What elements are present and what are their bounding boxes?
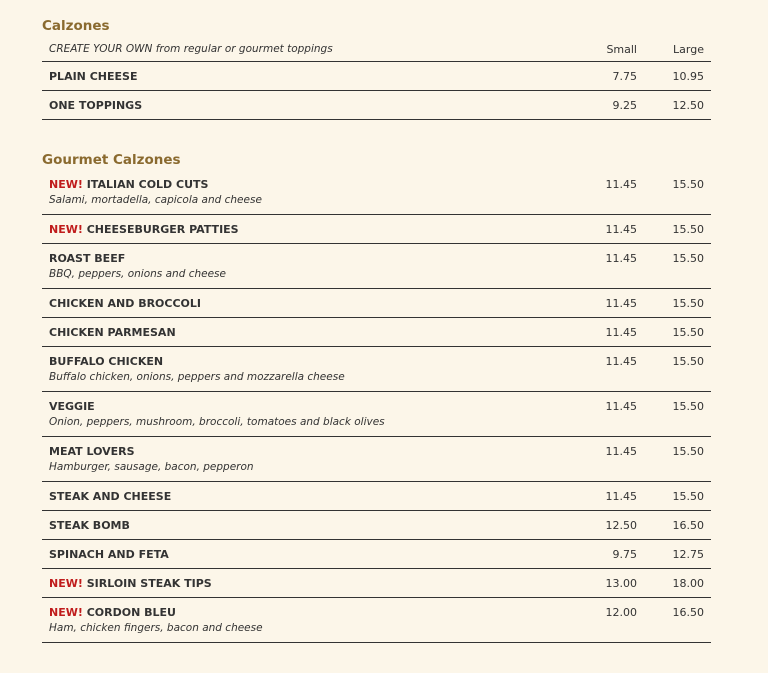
item-name-wrap xyxy=(49,252,125,265)
menu-item-row xyxy=(42,540,711,569)
section-title-gourmet-calzones: Gourmet Calzones xyxy=(42,152,181,168)
price-small: 11.45 xyxy=(605,178,637,191)
item-name: CHEESEBURGER PATTIES xyxy=(86,223,239,236)
price-small: 12.00 xyxy=(605,606,637,619)
item-name-wrap xyxy=(49,400,95,413)
item-name-wrap xyxy=(49,577,212,590)
large-column-header: Large xyxy=(673,43,704,56)
item-name-wrap xyxy=(49,355,163,368)
menu-item-row xyxy=(42,511,711,540)
item-name-wrap xyxy=(49,519,130,532)
item-name: VEGGIE xyxy=(49,400,95,413)
price-large: 15.50 xyxy=(672,355,704,368)
new-badge: NEW! xyxy=(49,606,83,619)
price-small: 13.00 xyxy=(605,577,637,590)
menu-item-row xyxy=(42,215,711,244)
new-badge: NEW! xyxy=(49,577,83,590)
price-small: 11.45 xyxy=(605,326,637,339)
price-large: 15.50 xyxy=(672,223,704,236)
calzones-header-row xyxy=(42,36,711,62)
item-description: Salami, mortadella, capicola and cheese xyxy=(49,194,262,206)
item-name-wrap xyxy=(49,223,239,236)
price-large: 15.50 xyxy=(672,445,704,458)
item-name: CHICKEN PARMESAN xyxy=(49,326,176,339)
price-large: 15.50 xyxy=(672,326,704,339)
create-your-own-note: CREATE YOUR OWN from regular or gourmet toppings xyxy=(49,43,333,55)
item-name: PLAIN CHEESE xyxy=(49,70,138,83)
price-small: 11.45 xyxy=(605,223,637,236)
item-name-wrap xyxy=(49,326,176,339)
new-badge: NEW! xyxy=(49,223,83,236)
menu-item-row xyxy=(42,482,711,511)
price-large: 12.75 xyxy=(672,548,704,561)
item-name: STEAK AND CHEESE xyxy=(49,490,172,503)
price-large: 15.50 xyxy=(672,252,704,265)
item-name: STEAK BOMB xyxy=(49,519,130,532)
price-small: 11.45 xyxy=(605,445,637,458)
item-name: SPINACH AND FETA xyxy=(49,548,169,561)
menu-item-row xyxy=(42,244,711,289)
menu-item-row xyxy=(42,569,711,598)
item-name-wrap xyxy=(49,606,176,619)
item-name: SIRLOIN STEAK TIPS xyxy=(86,577,212,590)
item-description: Hamburger, sausage, bacon, pepperon xyxy=(49,461,254,473)
item-name-wrap xyxy=(49,548,169,561)
price-small: 7.75 xyxy=(612,70,637,83)
new-badge: NEW! xyxy=(49,178,83,191)
price-large: 12.50 xyxy=(672,99,704,112)
menu-item-row xyxy=(42,170,711,215)
price-large: 15.50 xyxy=(672,178,704,191)
menu-item-row xyxy=(42,437,711,482)
menu-item-row xyxy=(42,289,711,318)
price-small: 11.45 xyxy=(605,490,637,503)
menu-item-row xyxy=(42,392,711,437)
item-description: Ham, chicken fingers, bacon and cheese xyxy=(49,622,263,634)
item-description: Buffalo chicken, onions, peppers and mozzarella cheese xyxy=(49,371,345,383)
price-large: 15.50 xyxy=(672,490,704,503)
item-name-wrap xyxy=(49,178,208,191)
menu-item-row xyxy=(42,347,711,392)
item-name: BUFFALO CHICKEN xyxy=(49,355,164,368)
item-name: ROAST BEEF xyxy=(49,252,126,265)
price-large: 18.00 xyxy=(672,577,704,590)
item-name: ONE TOPPINGS xyxy=(49,99,143,112)
section-title-calzones: Calzones xyxy=(42,18,110,34)
item-name: CHICKEN AND BROCCOLI xyxy=(49,297,202,310)
menu-item-row xyxy=(42,62,711,91)
gourmet-calzones-table xyxy=(42,170,711,643)
price-small: 9.75 xyxy=(612,548,637,561)
menu-item-row xyxy=(42,318,711,347)
item-description: Onion, peppers, mushroom, broccoli, tomatoes and black olives xyxy=(49,416,385,428)
price-large: 15.50 xyxy=(672,297,704,310)
price-small: 9.25 xyxy=(612,99,637,112)
menu xyxy=(42,0,711,643)
price-large: 16.50 xyxy=(672,519,704,532)
menu-item-row xyxy=(42,598,711,643)
price-large: 15.50 xyxy=(672,400,704,413)
price-small: 11.45 xyxy=(605,355,637,368)
small-column-header: Small xyxy=(606,43,637,56)
menu-item-row xyxy=(42,91,711,120)
price-small: 11.45 xyxy=(605,297,637,310)
item-name-wrap xyxy=(49,445,135,458)
item-name-wrap xyxy=(49,490,171,503)
item-name: CORDON BLEU xyxy=(86,606,176,619)
item-name: ITALIAN COLD CUTS xyxy=(86,178,209,191)
price-small: 11.45 xyxy=(605,252,637,265)
item-name: MEAT LOVERS xyxy=(49,445,135,458)
calzones-table xyxy=(42,36,711,120)
price-small: 12.50 xyxy=(605,519,637,532)
price-large: 16.50 xyxy=(672,606,704,619)
price-small: 11.45 xyxy=(605,400,637,413)
price-large: 10.95 xyxy=(672,70,704,83)
item-description: BBQ, peppers, onions and cheese xyxy=(49,268,226,280)
item-name-wrap xyxy=(49,297,201,310)
